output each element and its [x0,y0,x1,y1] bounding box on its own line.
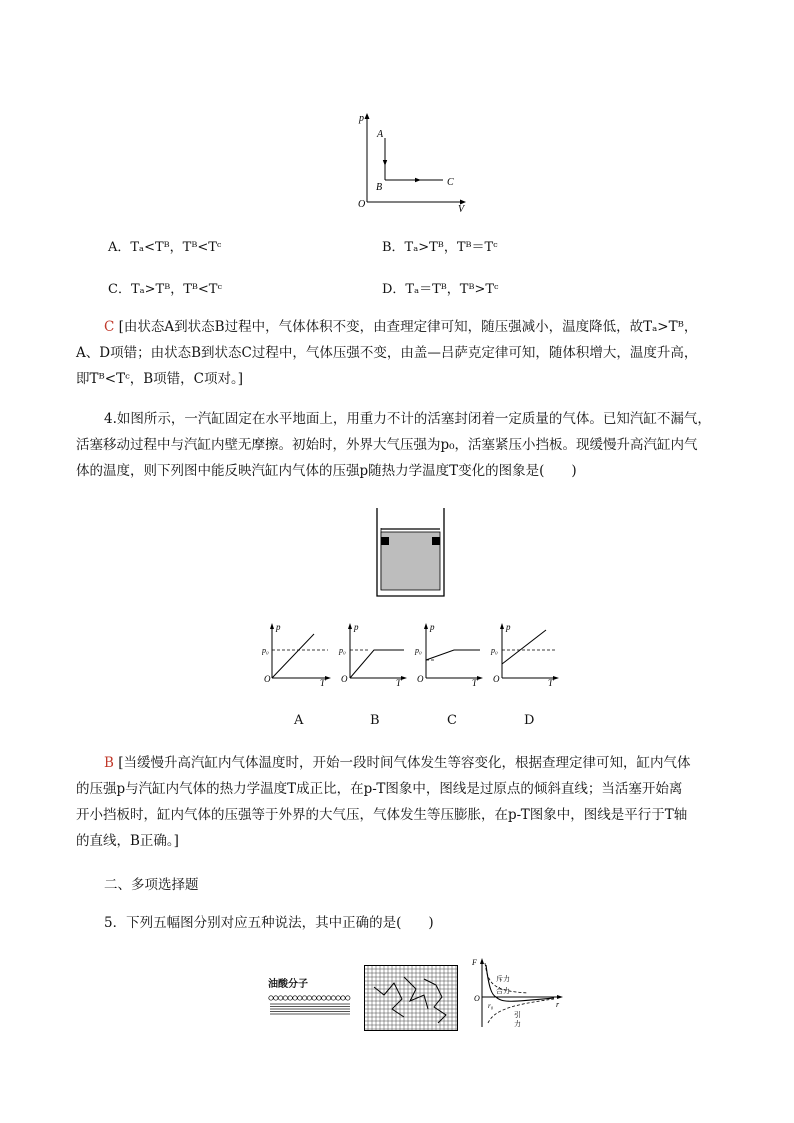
oil-molecule-icon [274,996,278,1000]
q4-graph-a [262,620,334,686]
q4-answer-line-4: 的直线，B正确。] [76,833,179,849]
brownian-grid-figure [364,965,458,1031]
q3-option-a: A．Tₐ<Tᴮ，Tᴮ<Tᶜ [108,240,222,255]
svg-text:r₀: r₀ [488,1002,494,1010]
svg-text:T: T [396,678,402,686]
q5-stem: 5．下列五幅图分别对应五种说法，其中正确的是( ) [104,915,434,931]
svg-text:r: r [556,1000,560,1009]
oil-tails [270,1004,350,1014]
q4-choice-b: B [370,713,380,728]
svg-text:引: 引 [514,1011,521,1019]
stopper-right [432,537,440,545]
label-o: O [358,199,366,210]
q3-answer-line-3: 即Tᴮ<Tᶜ，B项错，C项对。] [76,371,244,387]
oil-molecule-icon [298,996,302,1000]
q3-answer-letter: C [104,319,115,335]
svg-text:T: T [472,678,478,686]
oil-molecule-icon [288,996,292,1000]
gas-region [381,532,440,590]
q4-stem-line-2: 活塞移动过程中与汽缸内壁无摩擦。初始时，外界大气压强为p₀，活塞紧压小挡板。现缓慢升高汽缸内气 [76,437,698,453]
graph-a-line [272,634,314,678]
svg-text:O: O [417,674,424,684]
svg-text:O: O [264,674,271,684]
svg-text:p: p [354,622,359,632]
q3-answer-line-2: A、D项错；由状态B到状态C过程中，气体压强不变，由盖—吕萨克定律可知，随体积增大，温度升高， [76,345,698,361]
q4-choice-c: C [447,713,457,728]
p-axis-arrow [365,113,370,119]
svg-text:F: F [472,958,477,967]
oil-molecule-row [269,996,350,1000]
q3-answer [76,314,744,392]
q4-answer-line-2: 的压强p与汽缸内气体的热力学温度T成正比，在p-T图象中，图线是过原点的倾斜直线；当活塞开始离 [76,781,683,797]
q3-pv-diagram [355,110,475,215]
oil-molecule-icon [307,996,311,1000]
stopper-left [381,537,389,545]
svg-text:p₀: p₀ [415,646,422,655]
q4-choice-a: A [294,713,304,728]
q4-stem-line-3: 体的温度，则下列图中能反映汽缸内气体的压强p随热力学温度T变化的图象是( ) [76,463,577,479]
q4-choice-d: D [524,713,535,728]
oil-molecule-icon [312,996,316,1000]
svg-text:p: p [276,622,281,632]
oil-molecule-icon [302,996,306,1000]
oil-molecule-icon [346,996,350,1000]
oil-molecule-icon [283,996,287,1000]
svg-text:T: T [320,678,326,686]
svg-text:T: T [548,678,554,686]
svg-text:合力: 合力 [496,987,510,995]
path-a-b-arrow [383,160,387,166]
section-title: 二、多项选择题 [104,877,199,893]
svg-text:p₀: p₀ [491,646,498,655]
q4-graph-b [338,620,410,686]
svg-text:p₀: p₀ [262,646,269,655]
path-b-c-arrow [415,178,421,182]
svg-text:p₀: p₀ [339,646,346,655]
oil-molecule-icon [331,996,335,1000]
q4-answer [76,750,754,854]
oil-molecule-icon [322,996,326,1000]
oil-molecule-icon [269,996,273,1000]
q4-answer-letter: B [104,755,114,771]
graph-d-line [502,630,546,664]
q4-stem-line-1: 4.如图所示，一汽缸固定在水平地面上，用重力不计的活塞封闭着一定质量的气体。已知汽缸不漏气， [104,411,711,427]
graph-c-line [426,650,480,660]
svg-text:O: O [493,674,500,684]
svg-text:斥力: 斥力 [496,975,510,983]
label-p: p [359,113,364,124]
oil-molecule-icon [326,996,330,1000]
oil-molecules-figure [268,993,352,1019]
svg-text:p: p [430,622,435,632]
oil-label: 油酸分子 [268,979,308,990]
oil-molecule-icon [336,996,340,1000]
label-b: B [376,182,383,193]
q3-option-c: C．Tₐ>Tᴮ，Tᴮ<Tᶜ [108,282,222,297]
q4-answer-line-3: 开小挡板时，缸内气体的压强等于外界的大气压，气体发生等压膨胀，在p-T图象中，图线是平行于T轴 [76,807,688,823]
q4-graph-c [414,620,486,686]
q4-answer-line-1: B [当缓慢升高汽缸内气体温度时，开始一段时间气体发生等容变化，根据查理定律可知，缸内气体 [104,755,691,771]
oil-molecule-icon [317,996,321,1000]
cylinder-figure [372,506,450,600]
svg-text:O: O [474,994,480,1003]
molecular-force-figure [468,955,568,1035]
oil-molecule-icon [293,996,297,1000]
svg-text:力: 力 [514,1020,521,1028]
q4-graph-d [490,620,562,686]
attraction-curve [488,999,554,1023]
graph-b-line [350,650,404,678]
q4-stem [76,406,754,484]
oil-molecule-icon [341,996,345,1000]
label-v: V [458,204,465,215]
label-a: A [377,129,384,140]
oil-molecule-icon [278,996,282,1000]
q3-option-b: B．Tₐ>Tᴮ，Tᴮ＝Tᶜ [382,240,498,255]
svg-text:p: p [506,622,511,632]
net-force-curve [486,965,554,1001]
q3-answer-line-1: C [由状态A到状态B过程中，气体体积不变，由查理定律可知，随压强减小，温度降低，故Tₐ>Tᴮ， [104,319,698,335]
q3-option-d: D．Tₐ＝Tᴮ，Tᴮ>Tᶜ [382,282,499,297]
svg-text:O: O [341,674,348,684]
label-c: C [447,177,454,188]
